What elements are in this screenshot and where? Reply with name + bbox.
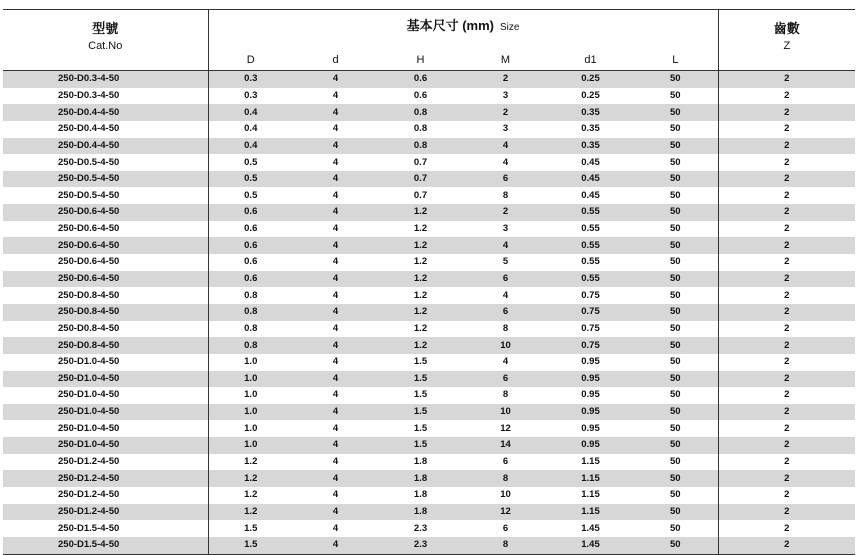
M-cell: 14 — [463, 437, 548, 454]
teeth-cell: 2 — [718, 154, 855, 171]
M-cell: 8 — [502, 322, 509, 334]
table-row — [3, 504, 855, 521]
H-cell: 1.8 — [413, 489, 428, 501]
H-cell: 1.2 — [378, 237, 463, 254]
d-cell: 4 — [293, 337, 378, 354]
teeth-cell: 2 — [718, 504, 855, 521]
d1-cell: 0.55 — [548, 204, 633, 221]
teeth-cell: 2 — [718, 187, 855, 204]
table-row — [3, 304, 855, 321]
table-row — [3, 88, 855, 105]
L-cell: 50 — [669, 89, 681, 101]
D-cell: 1.0 — [208, 437, 293, 454]
M-cell: 6 — [463, 371, 548, 388]
D-cell: 1.0 — [208, 404, 293, 421]
d1-cell: 0.75 — [548, 304, 633, 321]
H-cell: 1.2 — [413, 322, 428, 334]
M-cell: 2 — [463, 204, 548, 221]
d-cell: 4 — [332, 189, 339, 201]
M-cell: 10 — [463, 337, 548, 354]
H-cell: 0.8 — [378, 104, 463, 121]
table-row — [3, 271, 855, 288]
d-cell: 4 — [293, 271, 378, 288]
d1-cell: 0.25 — [548, 71, 633, 88]
M-cell: 6 — [502, 456, 509, 468]
cat-no-cell: 250-D0.3-4-50 — [3, 71, 208, 88]
L-cell: 50 — [669, 223, 681, 235]
d-cell: 4 — [332, 456, 339, 468]
H-cell: 1.5 — [413, 389, 428, 401]
table-row — [3, 138, 855, 155]
M-cell: 4 — [463, 138, 548, 155]
H-cell: 1.8 — [413, 456, 428, 468]
M-cell: 10 — [463, 404, 548, 421]
H-cell: 0.6 — [378, 71, 463, 88]
L-cell: 50 — [669, 389, 681, 401]
d-cell: 4 — [332, 356, 339, 368]
M-cell: 3 — [502, 223, 509, 235]
D-cell: 1.2 — [244, 456, 258, 468]
column-heading-d: d — [293, 39, 378, 71]
teeth-cell: 2 — [718, 537, 855, 554]
cat-no-cell: 250-D0.8-4-50 — [3, 337, 208, 354]
H-cell: 1.8 — [378, 504, 463, 521]
d1-cell: 1.15 — [548, 470, 633, 487]
d1-cell: 1.15 — [548, 504, 633, 521]
d1-cell: 0.55 — [548, 271, 633, 288]
M-cell: 6 — [502, 522, 509, 534]
d-cell: 4 — [293, 138, 378, 155]
teeth-cell: 2 — [718, 387, 855, 404]
cat-no-cell: 250-D0.5-4-50 — [3, 187, 208, 204]
cat-no-cell: 250-D0.4-4-50 — [3, 121, 208, 138]
teeth-cell: 2 — [718, 121, 855, 138]
teeth-cell: 2 — [718, 354, 855, 371]
d1-cell: 0.25 — [581, 89, 600, 101]
size-heading-zh: 基本尺寸 (mm) — [406, 18, 494, 33]
table-row — [3, 337, 855, 354]
cat-no-cell: 250-D1.2-4-50 — [3, 470, 208, 487]
table-row — [3, 371, 855, 388]
d-cell: 4 — [332, 223, 339, 235]
D-cell: 0.8 — [244, 289, 258, 301]
H-cell: 0.7 — [413, 189, 428, 201]
column-heading-d1: d1 — [548, 39, 633, 71]
teeth-cell: 2 — [718, 104, 855, 121]
M-cell: 3 — [502, 89, 509, 101]
teeth-cell: 2 — [718, 487, 855, 504]
L-cell: 50 — [633, 304, 718, 321]
d-cell: 4 — [332, 422, 339, 434]
d-cell: 4 — [293, 104, 378, 121]
table-row — [3, 104, 855, 121]
H-cell: 1.5 — [413, 422, 428, 434]
d1-cell: 0.55 — [581, 256, 600, 268]
D-cell: 0.3 — [244, 89, 258, 101]
d-cell: 4 — [293, 71, 378, 88]
size-heading-en: Size — [500, 22, 520, 33]
L-cell: 50 — [669, 156, 681, 168]
table-row — [3, 154, 855, 171]
teeth-heading-en: Z — [718, 39, 855, 71]
H-cell: 0.7 — [378, 171, 463, 188]
d-cell: 4 — [293, 537, 378, 554]
D-cell: 0.8 — [208, 304, 293, 321]
L-cell: 50 — [669, 123, 681, 135]
cat-no-heading-zh: 型號 — [3, 10, 208, 40]
teeth-cell: 2 — [718, 321, 855, 338]
d-cell: 4 — [293, 371, 378, 388]
d1-cell: 1.15 — [581, 489, 600, 501]
teeth-cell: 2 — [718, 138, 855, 155]
column-heading-M: M — [463, 39, 548, 71]
H-cell: 1.5 — [413, 356, 428, 368]
teeth-heading-zh: 齒數 — [718, 10, 855, 40]
M-cell: 4 — [502, 356, 509, 368]
L-cell: 50 — [633, 237, 718, 254]
D-cell: 0.6 — [208, 237, 293, 254]
M-cell: 4 — [502, 156, 509, 168]
d-cell: 4 — [332, 89, 339, 101]
M-cell: 8 — [502, 189, 509, 201]
teeth-cell: 2 — [718, 420, 855, 437]
M-cell: 12 — [463, 504, 548, 521]
M-cell: 3 — [502, 123, 509, 135]
D-cell: 1.2 — [244, 489, 258, 501]
cat-no-cell: 250-D1.5-4-50 — [3, 520, 208, 537]
H-cell: 0.8 — [413, 123, 428, 135]
teeth-cell: 2 — [718, 271, 855, 288]
D-cell: 1.2 — [208, 470, 293, 487]
d1-cell: 0.45 — [581, 156, 600, 168]
cat-no-cell: 250-D0.8-4-50 — [3, 321, 208, 338]
H-cell: 1.2 — [413, 256, 428, 268]
D-cell: 0.6 — [208, 204, 293, 221]
M-cell: 6 — [463, 271, 548, 288]
L-cell: 50 — [669, 522, 681, 534]
d1-cell: 0.75 — [581, 289, 600, 301]
L-cell: 50 — [633, 404, 718, 421]
cat-no-cell: 250-D1.2-4-50 — [3, 487, 208, 504]
D-cell: 1.0 — [208, 371, 293, 388]
H-cell: 1.2 — [378, 271, 463, 288]
M-cell: 8 — [463, 470, 548, 487]
table-row — [3, 204, 855, 221]
cat-no-cell: 250-D1.2-4-50 — [3, 454, 208, 471]
L-cell: 50 — [633, 437, 718, 454]
H-cell: 1.2 — [413, 223, 428, 235]
D-cell: 0.4 — [208, 104, 293, 121]
cat-no-cell: 250-D1.0-4-50 — [3, 404, 208, 421]
D-cell: 1.2 — [208, 504, 293, 521]
d-cell: 4 — [332, 322, 339, 334]
D-cell: 1.0 — [244, 389, 258, 401]
L-cell: 50 — [633, 171, 718, 188]
teeth-cell: 2 — [718, 88, 855, 105]
L-cell: 50 — [669, 256, 681, 268]
teeth-cell: 2 — [718, 304, 855, 321]
H-cell: 1.2 — [413, 289, 428, 301]
d-cell: 4 — [293, 171, 378, 188]
M-cell: 4 — [463, 237, 548, 254]
M-cell: 4 — [502, 289, 509, 301]
H-cell: 0.7 — [413, 156, 428, 168]
teeth-cell: 2 — [718, 221, 855, 238]
H-cell: 1.2 — [378, 304, 463, 321]
table-row — [3, 487, 855, 504]
cat-no-cell: 250-D1.5-4-50 — [3, 537, 208, 554]
table-row — [3, 221, 855, 238]
D-cell: 0.4 — [208, 138, 293, 155]
D-cell: 0.6 — [244, 223, 258, 235]
M-cell: 2 — [463, 71, 548, 88]
L-cell: 50 — [669, 356, 681, 368]
cat-no-cell: 250-D0.8-4-50 — [3, 287, 208, 304]
cat-no-cell: 250-D1.0-4-50 — [3, 420, 208, 437]
teeth-cell: 2 — [718, 437, 855, 454]
d1-cell: 0.35 — [548, 138, 633, 155]
table-row — [3, 387, 855, 404]
table-row — [3, 171, 855, 188]
M-cell: 8 — [502, 389, 509, 401]
L-cell: 50 — [633, 470, 718, 487]
d-cell: 4 — [332, 289, 339, 301]
d1-cell: 0.95 — [548, 437, 633, 454]
L-cell: 50 — [633, 71, 718, 88]
D-cell: 0.8 — [244, 322, 258, 334]
d1-cell: 0.45 — [581, 189, 600, 201]
d1-cell: 1.45 — [581, 522, 600, 534]
H-cell: 2.3 — [413, 522, 428, 534]
H-cell: 1.8 — [378, 470, 463, 487]
D-cell: 0.5 — [208, 171, 293, 188]
table-row — [3, 537, 855, 554]
table-row — [3, 237, 855, 254]
d1-cell: 0.95 — [581, 422, 600, 434]
L-cell: 50 — [633, 337, 718, 354]
d1-cell: 0.55 — [581, 223, 600, 235]
L-cell: 50 — [669, 189, 681, 201]
column-heading-D: D — [208, 39, 293, 71]
d1-cell: 0.95 — [581, 356, 600, 368]
d1-cell: 0.55 — [548, 237, 633, 254]
teeth-cell: 2 — [718, 470, 855, 487]
table-row — [3, 470, 855, 487]
H-cell: 1.2 — [378, 204, 463, 221]
L-cell: 50 — [633, 104, 718, 121]
M-cell: 2 — [463, 104, 548, 121]
table-row — [3, 121, 855, 138]
M-cell: 10 — [500, 489, 511, 501]
M-cell: 6 — [463, 304, 548, 321]
d1-cell: 0.95 — [548, 371, 633, 388]
d-cell: 4 — [293, 504, 378, 521]
cat-no-cell: 250-D1.0-4-50 — [3, 371, 208, 388]
L-cell: 50 — [669, 289, 681, 301]
D-cell: 0.4 — [244, 123, 258, 135]
d1-cell: 1.45 — [548, 537, 633, 554]
table-row — [3, 437, 855, 454]
L-cell: 50 — [633, 504, 718, 521]
d-cell: 4 — [332, 489, 339, 501]
L-cell: 50 — [633, 204, 718, 221]
d-cell: 4 — [293, 437, 378, 454]
column-heading-H: H — [378, 39, 463, 71]
cat-no-cell: 250-D0.4-4-50 — [3, 104, 208, 121]
H-cell: 0.6 — [413, 89, 428, 101]
D-cell: 0.3 — [208, 71, 293, 88]
d1-cell: 0.35 — [548, 104, 633, 121]
table-row — [3, 321, 855, 338]
L-cell: 50 — [633, 537, 718, 554]
D-cell: 1.5 — [244, 522, 258, 534]
L-cell: 50 — [633, 371, 718, 388]
d-cell: 4 — [332, 156, 339, 168]
L-cell: 50 — [669, 489, 681, 501]
M-cell: 8 — [463, 537, 548, 554]
teeth-cell: 2 — [718, 454, 855, 471]
cat-no-heading-en: Cat.No — [3, 39, 208, 71]
teeth-cell: 2 — [718, 337, 855, 354]
D-cell: 0.5 — [244, 189, 258, 201]
L-cell: 50 — [669, 456, 681, 468]
cat-no-cell: 250-D0.3-4-50 — [3, 88, 208, 105]
d1-cell: 0.95 — [581, 389, 600, 401]
teeth-cell: 2 — [718, 371, 855, 388]
cat-no-cell: 250-D0.6-4-50 — [3, 237, 208, 254]
teeth-cell: 2 — [718, 204, 855, 221]
H-cell: 1.5 — [378, 371, 463, 388]
D-cell: 1.5 — [208, 537, 293, 554]
L-cell: 50 — [669, 422, 681, 434]
cat-no-cell: 250-D1.0-4-50 — [3, 354, 208, 371]
L-cell: 50 — [633, 271, 718, 288]
teeth-cell: 2 — [718, 254, 855, 271]
cat-no-cell: 250-D1.0-4-50 — [3, 387, 208, 404]
cat-no-cell: 250-D1.0-4-50 — [3, 437, 208, 454]
H-cell: 0.8 — [378, 138, 463, 155]
teeth-cell: 2 — [718, 171, 855, 188]
size-heading — [208, 10, 718, 40]
teeth-cell: 2 — [718, 520, 855, 537]
d1-cell: 0.75 — [581, 322, 600, 334]
D-cell: 1.0 — [244, 422, 258, 434]
cat-no-cell: 250-D0.4-4-50 — [3, 138, 208, 155]
table-header — [3, 10, 855, 71]
cat-no-cell: 250-D0.5-4-50 — [3, 154, 208, 171]
table-row — [3, 287, 855, 304]
H-cell: 1.2 — [378, 337, 463, 354]
cat-no-cell: 250-D0.6-4-50 — [3, 254, 208, 271]
column-heading-L: L — [633, 39, 718, 71]
D-cell: 1.0 — [244, 356, 258, 368]
teeth-cell: 2 — [718, 404, 855, 421]
cat-no-cell: 250-D1.2-4-50 — [3, 504, 208, 521]
spec-table-container — [3, 9, 855, 555]
d1-cell: 0.95 — [548, 404, 633, 421]
H-cell: 1.5 — [378, 404, 463, 421]
d-cell: 4 — [332, 389, 339, 401]
spec-table — [3, 9, 855, 555]
M-cell: 5 — [502, 256, 509, 268]
H-cell: 2.3 — [378, 537, 463, 554]
table-row — [3, 354, 855, 371]
D-cell: 0.8 — [208, 337, 293, 354]
M-cell: 6 — [463, 171, 548, 188]
d1-cell: 1.15 — [581, 456, 600, 468]
cat-no-cell: 250-D0.6-4-50 — [3, 204, 208, 221]
d-cell: 4 — [293, 304, 378, 321]
cat-no-cell: 250-D0.6-4-50 — [3, 271, 208, 288]
D-cell: 0.6 — [244, 256, 258, 268]
table-body — [3, 71, 855, 555]
L-cell: 50 — [633, 138, 718, 155]
table-row — [3, 254, 855, 271]
d-cell: 4 — [293, 237, 378, 254]
D-cell: 0.6 — [208, 271, 293, 288]
d-cell: 4 — [293, 404, 378, 421]
cat-no-cell: 250-D0.6-4-50 — [3, 221, 208, 238]
d1-cell: 0.75 — [548, 337, 633, 354]
d1-cell: 0.45 — [548, 171, 633, 188]
D-cell: 0.5 — [244, 156, 258, 168]
cat-no-cell: 250-D0.5-4-50 — [3, 171, 208, 188]
table-row — [3, 71, 855, 88]
d-cell: 4 — [332, 522, 339, 534]
d-cell: 4 — [293, 204, 378, 221]
d-cell: 4 — [332, 256, 339, 268]
d1-cell: 0.35 — [581, 123, 600, 135]
table-row — [3, 404, 855, 421]
teeth-cell: 2 — [718, 237, 855, 254]
d-cell: 4 — [293, 470, 378, 487]
teeth-cell: 2 — [718, 71, 855, 88]
table-row — [3, 454, 855, 471]
table-row — [3, 187, 855, 204]
H-cell: 1.5 — [378, 437, 463, 454]
table-row — [3, 420, 855, 437]
M-cell: 12 — [500, 422, 511, 434]
d-cell: 4 — [332, 123, 339, 135]
teeth-cell: 2 — [718, 287, 855, 304]
table-row — [3, 520, 855, 537]
L-cell: 50 — [669, 322, 681, 334]
cat-no-cell: 250-D0.8-4-50 — [3, 304, 208, 321]
